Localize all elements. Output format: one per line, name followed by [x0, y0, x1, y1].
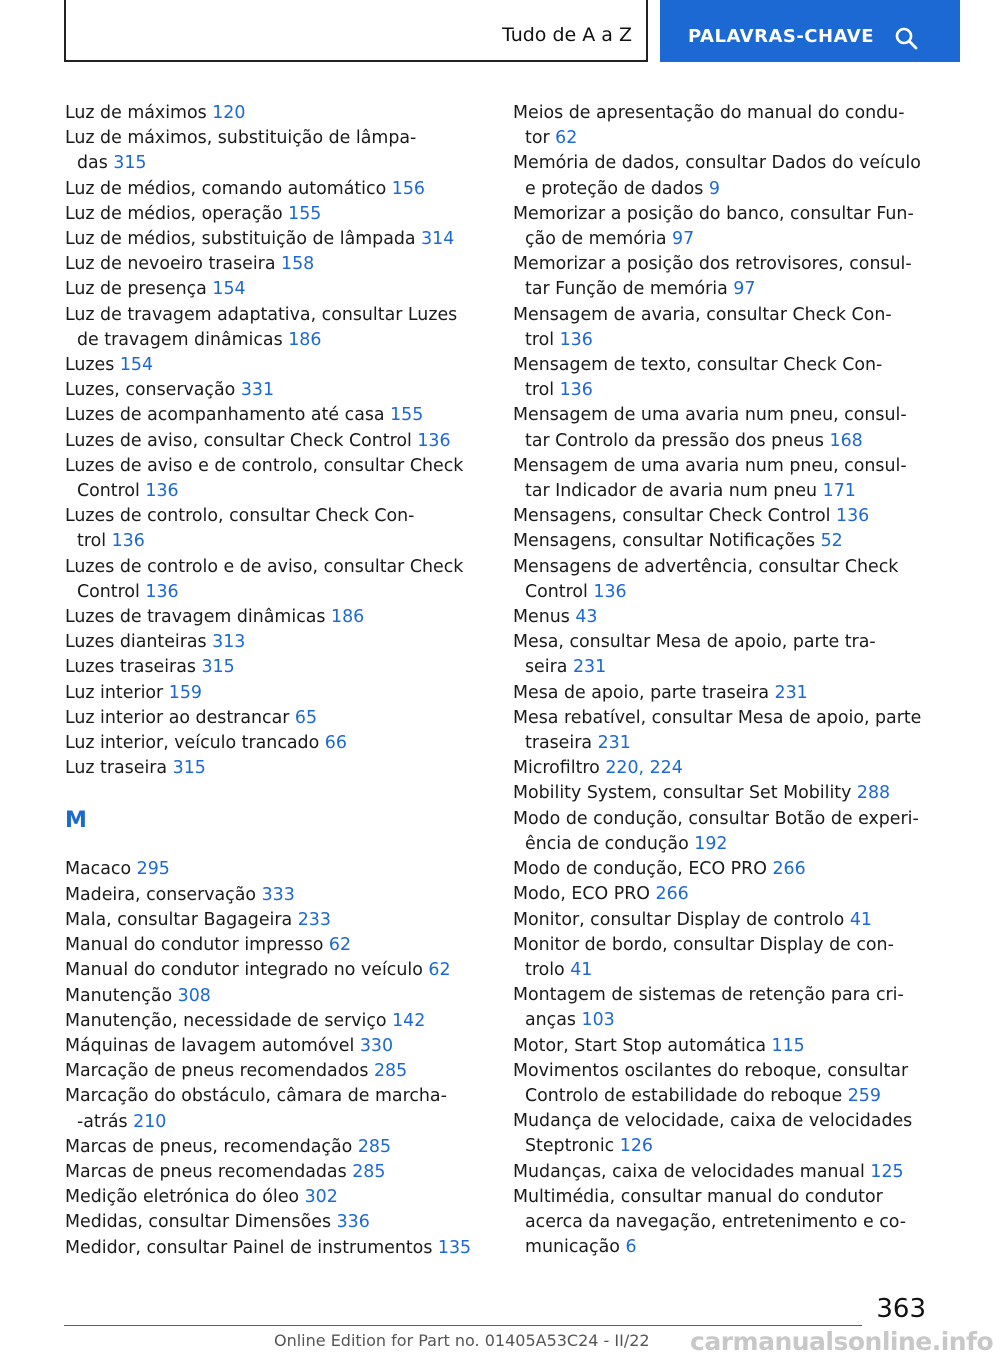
page-reference-link[interactable]: 136: [145, 581, 179, 602]
page-reference-link[interactable]: 266: [772, 859, 806, 880]
page-reference-link[interactable]: 62: [555, 128, 578, 149]
index-entry-text: ência de condução: [525, 833, 689, 854]
page-reference-link[interactable]: 333: [261, 884, 295, 905]
page-reference-link[interactable]: 126: [619, 1136, 653, 1157]
page-reference-link[interactable]: 65: [294, 707, 318, 728]
index-entry-text: Multimédia, consultar manual do condutor: [513, 1186, 883, 1207]
index-entry-text: Luzes de travagem dinâmicas: [65, 607, 326, 628]
index-entry: [65, 454, 475, 504]
index-entry: [65, 958, 475, 983]
index-entry: [65, 984, 475, 1009]
index-entry-text: Medidas, consultar Dimensões: [65, 1212, 332, 1233]
page-reference-link[interactable]: 136: [111, 531, 145, 552]
page-reference-link[interactable]: 9: [708, 178, 720, 199]
watermark-logo: carmanualsonline.info: [690, 1327, 993, 1356]
index-entry-text: Luz interior ao destrancar: [65, 707, 290, 728]
index-entry-text: Monitor, consultar Display de controlo: [513, 909, 845, 930]
page-reference-link[interactable]: 285: [352, 1161, 386, 1182]
index-entry-text: Mesa rebatível, consultar Mesa de apoio, parte: [513, 707, 922, 728]
page-reference-link[interactable]: 62: [428, 960, 451, 981]
index-entry: [65, 630, 475, 655]
index-entry-text: Luzes de acompanhamento até casa: [65, 405, 385, 426]
page-reference-link[interactable]: 97: [672, 229, 695, 250]
index-entry-text: Mesa, consultar Mesa de apoio, parte tra-: [513, 632, 876, 653]
index-entry-text: Memória de dados, consultar Dados do veículo: [513, 153, 921, 174]
index-entry-text: Mudança de velocidade, caixa de velocidades: [513, 1111, 913, 1132]
index-entry: [513, 303, 933, 353]
page-reference-link[interactable]: 285: [373, 1061, 408, 1082]
index-entry: [513, 630, 933, 680]
index-entry-text: trol: [525, 329, 555, 350]
edition-text: Online Edition for Part no. 01405A53C24 - II/22: [274, 1331, 650, 1350]
page-reference-link[interactable]: 231: [774, 682, 808, 703]
index-entry-text: Steptronic: [525, 1136, 615, 1157]
page-reference-link[interactable]: 295: [136, 859, 170, 880]
page-reference-link[interactable]: 171: [822, 481, 856, 502]
page-reference-link[interactable]: 136: [836, 506, 870, 527]
page-reference-link[interactable]: 168: [829, 430, 863, 451]
index-entry: [513, 454, 933, 504]
index-entry: [513, 807, 933, 857]
index-entry-text: Mensagem de uma avaria num pneu, consul-: [513, 455, 907, 476]
page-reference-link[interactable]: 220, 224: [605, 758, 683, 779]
index-entry: [513, 933, 933, 983]
page-reference-link[interactable]: 313: [212, 632, 246, 653]
index-entry: [513, 529, 933, 554]
index-entry: [65, 177, 475, 202]
index-entry: [65, 227, 475, 252]
page-reference-link[interactable]: 125: [870, 1161, 904, 1182]
index-entry-text: Mensagem de uma avaria num pneu, consul-: [513, 405, 907, 426]
index-entry-text: Luzes de controlo, consultar Check Con-: [65, 506, 415, 527]
page-reference-link[interactable]: 115: [771, 1035, 805, 1056]
page-reference-link[interactable]: 231: [572, 657, 607, 678]
index-entry-text: Luzes de controlo e de aviso, consultar Check: [65, 556, 464, 577]
index-entry-text: Mensagem de avaria, consultar Check Con-: [513, 304, 892, 325]
index-entry: [513, 1059, 933, 1109]
index-entry-text: Luz interior: [65, 682, 164, 703]
page-reference-link[interactable]: 136: [559, 380, 593, 401]
index-entry: [65, 756, 475, 781]
index-entry-text: Meios de apresentação do manual do condu-: [513, 103, 905, 123]
index-entry: [65, 378, 475, 403]
index-entry-text: trolo: [525, 959, 565, 980]
index-entry-text: Mesa de apoio, parte traseira: [513, 682, 769, 703]
index-entry-text: Mensagens de advertência, consultar Check: [513, 556, 899, 577]
page-reference-link[interactable]: 155: [390, 405, 424, 426]
index-entry-text: Luz de médios, comando automático: [65, 178, 387, 199]
page-reference-link[interactable]: 192: [694, 833, 728, 854]
index-entry-text: Microfiltro: [513, 758, 600, 779]
index-entry-text: e proteção de dados: [525, 178, 704, 199]
index-entry: [65, 1084, 475, 1134]
index-entry: [513, 681, 933, 706]
page-reference-link[interactable]: 308: [177, 985, 211, 1006]
keywords-tab-label: PALAVRAS-CHAVE: [688, 26, 875, 47]
index-entry: [65, 706, 475, 731]
index-entry-text: Montagem de sistemas de retenção para cri-: [513, 985, 904, 1006]
index-entry: [65, 1236, 475, 1261]
index-column-left: [65, 101, 475, 1261]
page-reference-link[interactable]: 6: [625, 1237, 637, 1258]
index-entry: [513, 882, 933, 907]
index-entry-text: Luzes de aviso, consultar Check Control: [65, 430, 412, 451]
index-entry-text: Luz interior, veículo trancado: [65, 733, 320, 754]
index-entry-text: seira: [525, 657, 568, 678]
index-entry: [65, 933, 475, 958]
index-entry-text: Memorizar a posição do banco, consultar Fun-: [513, 203, 914, 224]
page-reference-link[interactable]: 135: [437, 1237, 472, 1258]
index-column-right: [513, 101, 933, 1260]
index-entry: [65, 504, 475, 554]
index-entry-text: Máquinas de lavagem automóvel: [65, 1035, 355, 1056]
index-entry-text: Modo, ECO PRO: [513, 884, 650, 905]
page-reference-link[interactable]: 336: [336, 1212, 370, 1233]
page-reference-link[interactable]: 315: [201, 657, 235, 678]
index-entry-text: Luz de travagem adaptativa, consultar Luzes: [65, 304, 458, 325]
index-entry-text: municação: [525, 1237, 620, 1258]
index-entry: [65, 252, 475, 277]
index-entry: [513, 202, 933, 252]
index-entry: [65, 883, 475, 908]
page-reference-link[interactable]: 41: [849, 909, 872, 930]
index-entry: [65, 1135, 475, 1160]
index-entry: [65, 403, 475, 428]
index-entry: [65, 1059, 475, 1084]
index-entry-text: Medidor, consultar Painel de instrumentos: [65, 1237, 433, 1258]
index-entry: [65, 101, 475, 126]
index-entry: [513, 1034, 933, 1059]
index-entry: [65, 681, 475, 706]
page-reference-link[interactable]: 314: [421, 229, 455, 250]
page-reference-link[interactable]: 158: [281, 254, 315, 275]
page-reference-link[interactable]: 315: [113, 153, 147, 174]
index-entry-text: anças: [525, 1010, 576, 1031]
page-reference-link[interactable]: 52: [820, 531, 843, 552]
page-reference-link[interactable]: 142: [392, 1010, 426, 1031]
index-entry-text: Macaco: [65, 859, 132, 880]
index-entry: [65, 655, 475, 680]
index-entry-text: tor: [525, 128, 550, 149]
page-reference-link[interactable]: 285: [357, 1136, 392, 1157]
page-reference-link[interactable]: 155: [288, 203, 322, 224]
index-entry: [65, 1034, 475, 1059]
index-entry-text: ção de memória: [525, 229, 667, 250]
index-entry: [65, 1160, 475, 1185]
page-reference-link[interactable]: 41: [570, 959, 593, 980]
index-entry-text: -atrás: [77, 1111, 128, 1132]
index-entry-text: das: [77, 153, 108, 174]
page-reference-link[interactable]: 97: [733, 279, 756, 300]
page-reference-link[interactable]: 43: [575, 607, 598, 628]
page-reference-link[interactable]: 154: [212, 279, 246, 300]
index-entry-text: Marcação de pneus recomendados: [65, 1061, 369, 1082]
page-reference-link[interactable]: 288: [856, 783, 891, 804]
index-entry: [65, 277, 475, 302]
index-entry-text: Marcas de pneus, recomendação: [65, 1136, 353, 1157]
page-reference-link[interactable]: 315: [172, 758, 206, 779]
index-entry-text: traseira: [525, 733, 593, 754]
index-entry-text: Luz traseira: [65, 758, 168, 779]
page-reference-link[interactable]: 210: [133, 1111, 167, 1132]
index-entry-text: tar Controlo da pressão dos pneus: [525, 430, 824, 451]
page-reference-link[interactable]: 186: [288, 329, 322, 350]
index-entry: [65, 353, 475, 378]
index-entry: [513, 504, 933, 529]
index-entry-text: Mensagens, consultar Check Control: [513, 506, 831, 527]
index-entry-text: Modo de condução, ECO PRO: [513, 859, 767, 880]
page-header: [0, 0, 960, 66]
index-entry-text: Mudanças, caixa de velocidades manual: [513, 1161, 865, 1182]
page-reference-link[interactable]: 231: [597, 733, 631, 754]
index-entry: [65, 303, 475, 353]
index-entry-text: Luz de nevoeiro traseira: [65, 254, 276, 275]
index-entry-text: de travagem dinâmicas: [77, 329, 283, 350]
index-entry-text: Luzes: [65, 355, 115, 376]
index-entry-text: Motor, Start Stop automática: [513, 1035, 766, 1056]
index-entry: [65, 555, 475, 605]
index-entry-text: Memorizar a posição dos retrovisores, consul-: [513, 254, 912, 275]
page-reference-link[interactable]: 156: [391, 178, 425, 199]
index-entry-text: trol: [525, 380, 555, 401]
index-entry-text: Controlo de estabilidade do reboque: [525, 1085, 843, 1106]
index-entry: [513, 403, 933, 453]
page-reference-link[interactable]: 103: [581, 1010, 615, 1031]
index-entry-text: Luzes dianteiras: [65, 632, 207, 653]
index-entry: [65, 908, 475, 933]
index-entry-text: trol: [77, 531, 107, 552]
index-entry-text: Manual do condutor impresso: [65, 935, 324, 956]
index-entry-text: Manual do condutor integrado no veículo: [65, 960, 423, 981]
page-reference-link[interactable]: 136: [417, 430, 451, 451]
section-header-box: [64, 0, 648, 62]
page-reference-link[interactable]: 331: [240, 380, 275, 401]
index-entry: [65, 857, 475, 882]
page-reference-link[interactable]: 136: [559, 329, 593, 350]
index-entry-text: Control: [77, 581, 140, 602]
index-entry: [513, 555, 933, 605]
page-reference-link[interactable]: 136: [593, 581, 627, 602]
index-entry-text: Luz de máximos, substituição de lâmpa-: [65, 128, 417, 149]
index-entry: [65, 1009, 475, 1034]
index-entry-text: Manutenção, necessidade de serviço: [65, 1010, 387, 1031]
index-entry-text: Luz de máximos: [65, 103, 207, 123]
index-entry: [65, 605, 475, 630]
section-title: Tudo de A a Z: [501, 24, 632, 46]
index-entry: [513, 908, 933, 933]
index-entry: [513, 756, 933, 781]
index-entry: [513, 857, 933, 882]
index-entry-text: tar Função de memória: [525, 279, 728, 300]
index-entry: [65, 126, 475, 176]
page-reference-link[interactable]: 154: [119, 355, 154, 376]
index-entry: [513, 1109, 933, 1159]
index-entry-text: Luz de presença: [65, 279, 207, 300]
index-letter-heading: M: [65, 808, 87, 834]
index-entry-text: Mala, consultar Bagageira: [65, 909, 293, 930]
index-entry: [513, 605, 933, 630]
index-entry-text: Menus: [513, 607, 570, 628]
index-entry: [513, 1160, 933, 1185]
page-number: 363: [876, 1294, 926, 1324]
index-entry-text: Madeira, conservação: [65, 884, 257, 905]
index-entry: [513, 252, 933, 302]
index-entry: [513, 706, 933, 756]
index-entry-text: Luz de médios, operação: [65, 203, 283, 224]
page-reference-link[interactable]: 266: [655, 884, 689, 905]
index-entry-text: Luzes de aviso e de controlo, consultar Check: [65, 455, 464, 476]
index-entry: [513, 101, 933, 151]
index-entry-text: acerca da navegação, entretenimento e co-: [525, 1211, 906, 1232]
index-entry: [513, 1185, 933, 1261]
index-entry-text: Mensagem de texto, consultar Check Con-: [513, 355, 883, 376]
keywords-tab[interactable]: [660, 0, 960, 62]
index-entry: [65, 202, 475, 227]
page-reference-link[interactable]: 66: [324, 733, 347, 754]
index-entry-text: Monitor de bordo, consultar Display de con-: [513, 934, 894, 955]
index-entry: [513, 353, 933, 403]
page-reference-link[interactable]: 159: [168, 682, 202, 703]
search-icon[interactable]: [894, 26, 918, 50]
index-entry-text: Marcação do obstáculo, câmara de marcha-: [65, 1086, 447, 1107]
page-reference-link[interactable]: 302: [304, 1187, 338, 1208]
index-entry-text: Manutenção: [65, 985, 173, 1006]
index-entry-text: Luzes traseiras: [65, 657, 196, 678]
index-entry: [65, 1185, 475, 1210]
page-reference-link[interactable]: 233: [297, 909, 331, 930]
index-entry-text: Mensagens, consultar Notificações: [513, 531, 816, 552]
page-reference-link[interactable]: 186: [331, 607, 365, 628]
index-entry-text: Movimentos oscilantes do reboque, consultar: [513, 1060, 909, 1081]
page-reference-link[interactable]: 136: [145, 481, 179, 502]
page-reference-link[interactable]: 62: [328, 935, 352, 956]
index-entry-text: Medição eletrónica do óleo: [65, 1187, 300, 1208]
index-entry-text: Modo de condução, consultar Botão de experi-: [513, 808, 919, 829]
index-entry: [513, 151, 933, 201]
footer-divider: [64, 1325, 862, 1326]
index-entry: [513, 983, 933, 1033]
index-entry-text: Control: [77, 481, 140, 502]
index-entry: [513, 781, 933, 806]
page-reference-link[interactable]: 259: [847, 1085, 881, 1106]
index-entry: [65, 731, 475, 756]
page-reference-link[interactable]: 120: [212, 103, 246, 123]
index-entry-text: Marcas de pneus recomendadas: [65, 1161, 347, 1182]
index-entry-text: tar Indicador de avaria num pneu: [525, 481, 818, 502]
index-entry: [65, 1210, 475, 1235]
index-entry-text: Luzes, conservação: [65, 380, 236, 401]
page-reference-link[interactable]: 330: [359, 1035, 394, 1056]
index-entry: [65, 429, 475, 454]
index-entry-text: Mobility System, consultar Set Mobility: [513, 783, 852, 804]
index-entry-text: Luz de médios, substituição de lâmpada: [65, 229, 416, 250]
index-entry-text: Control: [525, 581, 588, 602]
